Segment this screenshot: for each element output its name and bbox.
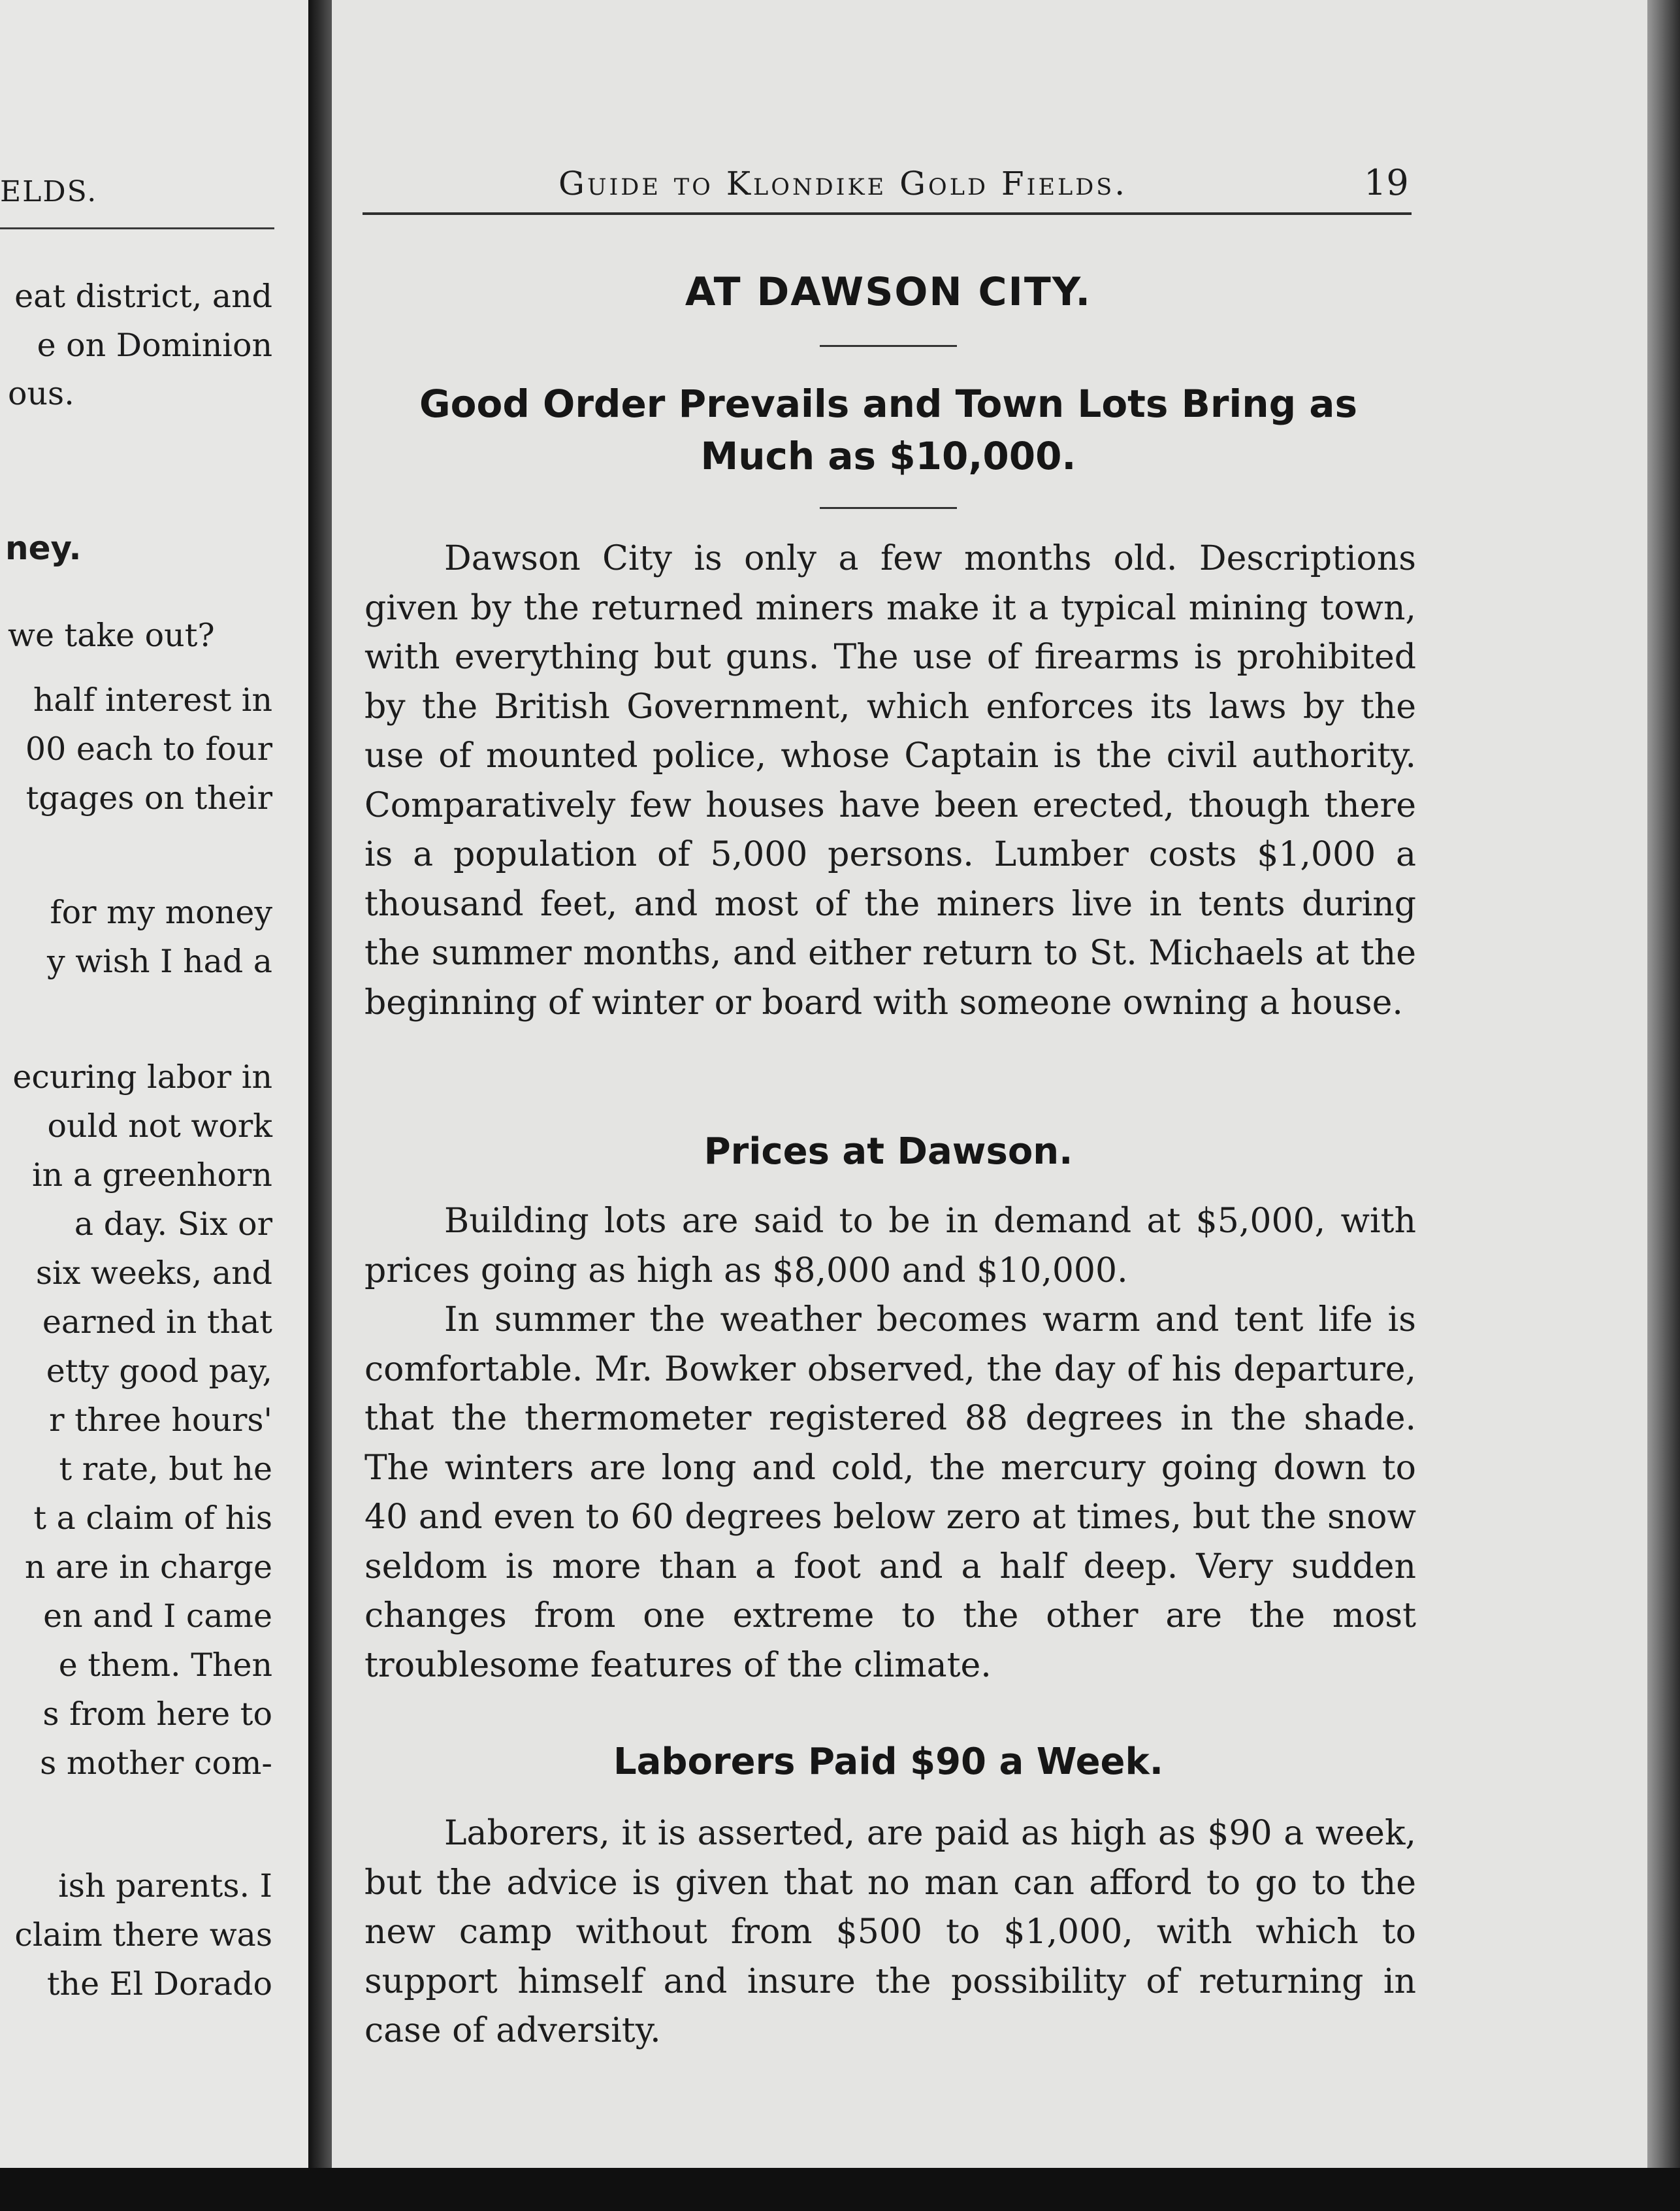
facing-page-line: we take out? — [8, 617, 215, 654]
paragraph-2 — [364, 1197, 1416, 1296]
facing-page-line: for my money — [50, 894, 272, 931]
facing-page-line: in a greenhorn — [32, 1156, 272, 1194]
facing-page-running-head: ELDS. — [0, 175, 98, 208]
facing-page-line: 00 each to four — [25, 730, 272, 768]
running-head: Guide to Klondike Gold Fields. — [558, 165, 1128, 203]
facing-page-line: six weeks, and — [35, 1254, 272, 1292]
paragraph-3 — [364, 1296, 1416, 1690]
facing-page-line: ous. — [8, 375, 74, 412]
facing-page-line: ould not work — [47, 1107, 272, 1145]
facing-page-fragment — [0, 0, 308, 2168]
facing-page-line: en and I came — [43, 1597, 272, 1635]
page-number: 19 — [1364, 162, 1409, 203]
facing-page-line: the El Dorado — [46, 1965, 272, 2003]
title-divider — [820, 345, 957, 347]
page-edge-shadow — [1647, 0, 1680, 2211]
paragraph-4 — [364, 1809, 1416, 2056]
article-subtitle: Good Order Prevails and Town Lots Bring as Much as $10,000. — [419, 382, 1357, 478]
facing-page-line: etty good pay, — [46, 1352, 272, 1390]
paragraph-4-text: Laborers, it is asserted, are paid as high as $90 a week, but the advice is given that no man can afford to go to the new camp without from $500 to $1,000, with which to support himself and insure the possibility of returning in case of adversity. — [364, 1814, 1416, 2050]
facing-page-line: e on Dominion — [37, 327, 272, 364]
running-head-rule — [363, 212, 1412, 215]
book-gutter — [308, 0, 332, 2211]
facing-page-line: ish parents. I — [58, 1867, 272, 1905]
facing-page-line: a day. Six or — [74, 1205, 272, 1243]
article-title: AT DAWSON CITY. — [685, 269, 1092, 315]
facing-page-line: s mother com- — [40, 1744, 272, 1782]
subtitle-divider — [820, 507, 957, 509]
section-heading-prices: Prices at Dawson. — [703, 1130, 1073, 1173]
section-heading-laborers: Laborers Paid $90 a Week. — [613, 1741, 1164, 1783]
facing-page-heading: ney. — [5, 529, 82, 567]
facing-page-head-rule — [0, 227, 274, 229]
paragraph-3-text: In summer the weather becomes warm and tent life is comfortable. Mr. Bowker observed, the day of his departure, that the thermometer registered 88 degrees in the shade. The winters are long and cold, the mercury going down to 40 and even to 60 degrees below zero at times, but the snow seldom is more than a foot and a half deep. Very sudden changes from one extreme to the other are the most troublesome features of the climate. — [364, 1300, 1416, 1685]
facing-page-line: e them. Then — [58, 1646, 272, 1684]
facing-page-line: y wish I had a — [46, 943, 272, 980]
scan-bottom-border — [0, 2168, 1680, 2211]
facing-page-line: t a claim of his — [33, 1499, 272, 1537]
facing-page-line: half interest in — [33, 681, 272, 719]
facing-page-line: n are in charge — [24, 1548, 272, 1586]
facing-page-line: claim there was — [14, 1916, 272, 1954]
paragraph-1 — [364, 534, 1416, 1028]
paragraph-1-text: Dawson City is only a few months old. Descriptions given by the returned miners make it a typical mining town, with everything but guns. The use of firearms is prohibited by the British Government, which enforces its laws by the use of mounted police, whose Captain is the civil authority. Comparatively few houses have been erected, though there is a population of 5,000 persons. Lumber costs $1,000 a thousand feet, and most of the miners live in tents during the summer months, and either return to St. Michaels at the beginning of winter or board with someone owning a house. — [364, 539, 1416, 1023]
facing-page-line: earned in that — [42, 1303, 272, 1341]
paragraph-2-text: Building lots are said to be in demand at $5,000, with prices going as high as $8,000 and $10,000. — [364, 1202, 1416, 1290]
facing-page-line: ecuring labor in — [12, 1058, 272, 1096]
facing-page-line: t rate, but he — [59, 1450, 272, 1488]
facing-page-line: tgages on their — [25, 779, 272, 817]
facing-page-line: s from here to — [42, 1695, 272, 1733]
facing-page-line: r three hours' — [49, 1401, 272, 1439]
facing-page-line: eat district, and — [14, 278, 272, 315]
